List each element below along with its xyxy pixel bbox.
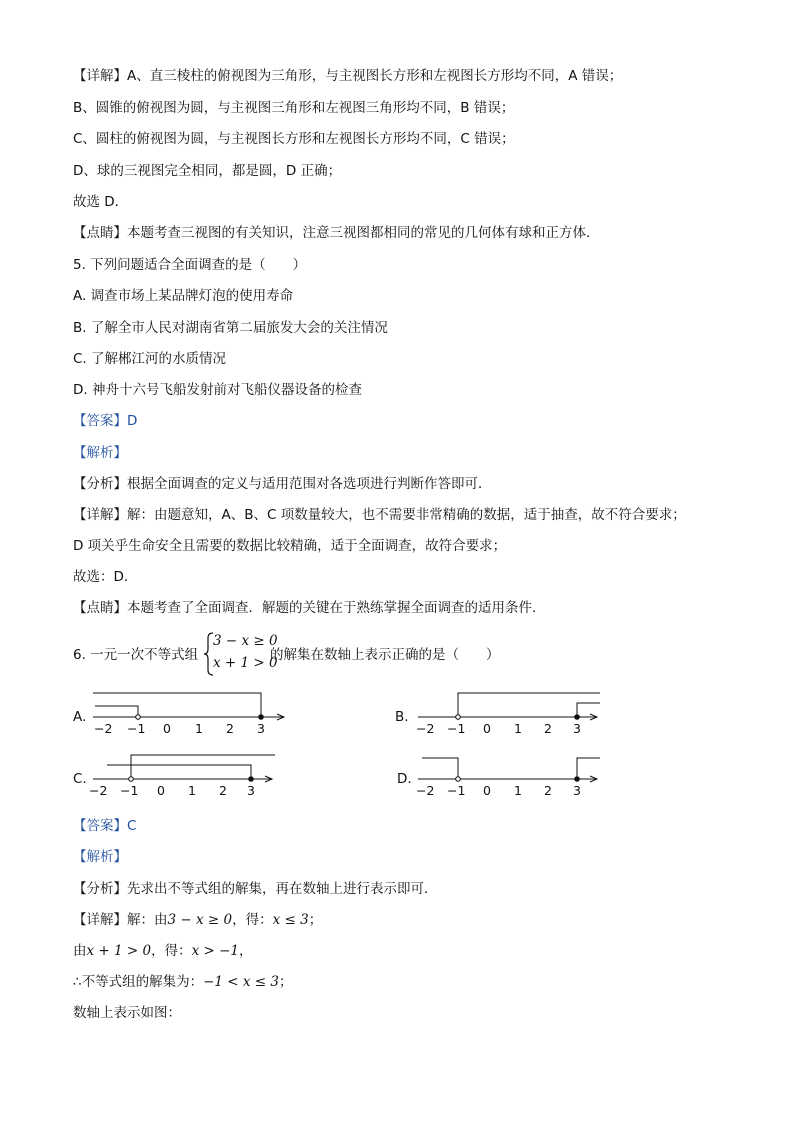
tick-label: 2 (219, 783, 227, 798)
number-line-a (85, 688, 295, 738)
tick-label: 3 (573, 783, 581, 798)
solution-ray-left (107, 765, 251, 779)
solution-ray-left (95, 706, 138, 717)
solution-ray-left-2 (93, 693, 261, 717)
tick-label: 1 (188, 783, 196, 798)
q5-analysis-heading: 【解析】 (73, 445, 127, 461)
tick-labels (89, 783, 255, 798)
q4-detail-line3: C、圆柱的俯视图为圆，与主视图长方形和左视图长方形均不同，C 错误； (73, 131, 515, 147)
q5-stem: 5. 下列问题适合全面调查的是（ ） (73, 257, 307, 273)
q4-detail-line1: 【详解】A、直三棱柱的俯视图为三角形，与主视图长方形和左视图长方形均不同，A 错误； (73, 68, 623, 84)
tick-labels (416, 721, 581, 736)
q5-analysis: 【分析】根据全面调查的定义与适用范围对各选项进行判断作答即可． (73, 476, 492, 492)
q6-option-b-label: B. (395, 709, 409, 725)
solution-ray-left (422, 758, 458, 779)
number-line-c (85, 750, 285, 800)
tick-label: −2 (416, 721, 435, 736)
q6-option-c-label: C. (73, 771, 87, 787)
q5-option-a: A. 调查市场上某品牌灯泡的使用寿命 (73, 288, 294, 304)
q5-option-d: D. 神舟十六号飞船发射前对飞船仪器设备的检查 (73, 382, 362, 398)
solution-ray-right (458, 693, 600, 717)
q5-detail-line2: D 项关乎生命安全且需要的数据比较精确，适于全面调查，故符合要求； (73, 538, 507, 554)
closed-dot (249, 777, 254, 782)
closed-dot (259, 715, 264, 720)
tick-label: 2 (544, 783, 552, 798)
q5-detail-line1: 【详解】解：由题意知，A、B、C 项数量较大，也不需要非常精确的数据，适于抽查，故不符合要求； (73, 507, 686, 523)
q5-answer: 【答案】D (73, 413, 138, 429)
tick-label: −1 (447, 721, 466, 736)
q6-option-a-label: A. (73, 709, 87, 725)
tick-label: 1 (195, 721, 203, 736)
number-line-b (410, 688, 610, 738)
q6-stem-prefix: 6. 一元一次不等式组 (73, 647, 199, 663)
q5-detail-line3: 故选：D． (73, 569, 138, 585)
tick-label: 0 (157, 783, 165, 798)
q6-detail-line2: 由x + 1 > 0，得：x > −1， (73, 943, 253, 959)
closed-dot (575, 715, 580, 720)
tick-labels (94, 721, 265, 736)
q5-remark: 【点睛】本题考查了全面调查．解题的关键在于熟练掌握全面调查的适用条件． (73, 600, 546, 616)
tick-label: 3 (257, 721, 265, 736)
q6-option-d-label: D. (397, 771, 412, 787)
open-dot (136, 715, 141, 720)
tick-label: 3 (573, 721, 581, 736)
tick-label: 1 (514, 721, 522, 736)
q6-detail-line3: ∴不等式组的解集为：−1 < x ≤ 3； (73, 974, 293, 990)
tick-label: 0 (483, 783, 491, 798)
inequality-1: 3 − x ≥ 0 (213, 633, 278, 649)
solution-ray-right-2 (577, 703, 600, 717)
q4-detail-line5: 故选 D． (73, 194, 129, 210)
q4-remark: 【点睛】本题考查三视图的有关知识，注意三视图都相同的常见的几何体有球和正方体． (73, 225, 600, 241)
tick-label: −1 (447, 783, 466, 798)
q6-answer: 【答案】C (73, 818, 137, 834)
q6-detail-line1: 【详解】解：由3 − x ≥ 0，得：x ≤ 3； (73, 912, 323, 928)
tick-label: 2 (226, 721, 234, 736)
q4-detail-line4: D、球的三视图完全相同，都是圆，D 正确； (73, 163, 342, 179)
solution-ray-right (577, 758, 600, 779)
q6-detail-line4: 数轴上表示如图： (73, 1005, 181, 1021)
q5-option-b: B. 了解全市人民对湖南省第二届旅发大会的关注情况 (73, 320, 388, 336)
tick-label: 0 (483, 721, 491, 736)
q6-analysis: 【分析】先求出不等式组的解集，再在数轴上进行表示即可． (73, 881, 438, 897)
q4-detail-line2: B、圆锥的俯视图为圆，与主视图三角形和左视图三角形均不同，B 错误； (73, 100, 515, 116)
open-dot (129, 777, 134, 782)
inequality-2: x + 1 > 0 (213, 655, 278, 671)
number-line-d (410, 750, 610, 800)
tick-label: 0 (163, 721, 171, 736)
q5-option-c: C. 了解郴江河的水质情况 (73, 351, 227, 367)
open-dot (456, 777, 461, 782)
q6-analysis-heading: 【解析】 (73, 849, 127, 865)
open-dot (456, 715, 461, 720)
tick-label: −1 (127, 721, 146, 736)
tick-label: 2 (544, 721, 552, 736)
solution-ray-right (131, 755, 275, 779)
inequality-system (203, 632, 278, 676)
tick-label: −2 (89, 783, 108, 798)
tick-label: 3 (247, 783, 255, 798)
q6-stem-suffix: 的解集在数轴上表示正确的是（ ） (270, 647, 500, 663)
tick-label: −2 (416, 783, 435, 798)
tick-label: −2 (94, 721, 113, 736)
closed-dot (575, 777, 580, 782)
tick-label: −1 (120, 783, 139, 798)
tick-label: 1 (514, 783, 522, 798)
tick-labels (416, 783, 581, 798)
